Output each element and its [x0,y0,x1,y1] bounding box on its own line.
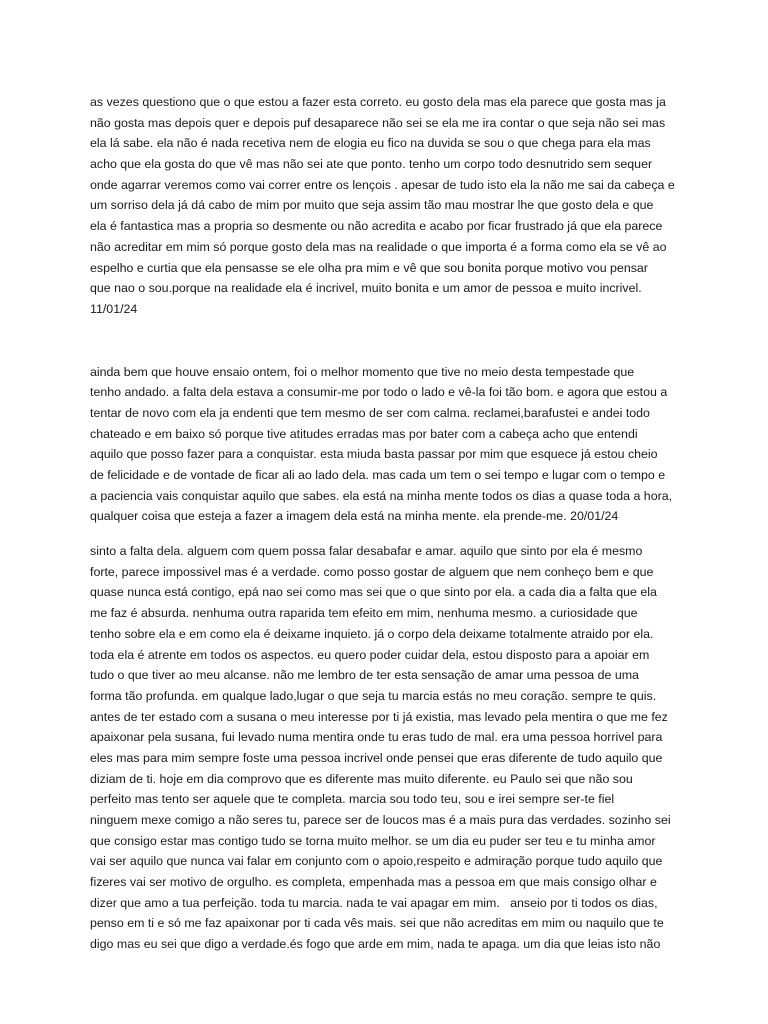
text-line: tentar de novo com ela ja endenti que tem mesmo de ser com calma. reclamei,barafustei e andei todo [90,405,650,420]
text-line: que consigo estar mas contigo tudo se torna muito melhor. se um dia eu puder ser teu e tu minha amor [90,833,656,848]
text-line: ninguem mexe comigo a não seres tu, parece ser de loucos mas é a mais pura das verdades. sozinho sei [90,813,671,827]
text-line: tenho sobre ela e em como ela é deixame inquieto. já o corpo dela deixame totalmente atraido por ela. [90,626,654,641]
text-line: não acreditar em mim só porque gosto dela mas na realidade o que importa é a forma como ela se vê ao [90,239,667,254]
text-line: espelho e curtia que ela pensasse se ele olha pra mim e vê que sou bonita porque motivo vou pensar [90,260,648,275]
text-line: apaixonar pela susana, fui levado numa mentira onde tu eras tudo de mal. era uma pessoa horrivel para [90,730,663,745]
text-line: digo mas eu sei que digo a verdade.és fogo que arde em mim, nada te apaga. um dia que leias isto não [90,937,661,952]
text-line: onde agarrar veremos como vai correr entre os lençois . apesar de tudo isto ela la não me sai da cabeça e [90,177,675,192]
text-line: dizer que amo a tua perfeição. toda tu marcia. nada te vai apagar em mim. anseio por ti todos os dias, [90,895,658,910]
text-line: tudo o que tiver ao meu alcanse. não me lembro de ter esta sensação de amar uma pessoa de uma [90,668,639,683]
text-line: forte, parece impossivel mas é a verdade. como posso gostar de alguem que nem conheço bem e que [90,564,654,579]
text-line: eles mas para mim sempre foste uma pessoa incrivel onde pensei que eras diferente de tudo aquilo que [90,750,663,765]
text-line: 11/01/24 [90,301,138,316]
text-line: de felicidade e de vontade de ficar ali ao lado dela. mas cada um tem o sei tempo e lugar com o tempo e [90,468,666,482]
text-line: ela lá sabe. ela não é nada recetiva nem de elogia eu fico na duvida se sou o que chega para ela mas [90,136,651,151]
document-page [90,92,690,955]
text-line: sinto a falta dela. alguem com quem possa falar desabafar e amar. aquilo que sinto por ela é mesmo [90,544,643,559]
text-line: a paciencia vais conquistar aquilo que sabes. ela está na minha mente todos os dias a quase toda a hora, [90,488,673,503]
text-line: qualquer coisa que esteja a fazer a imagem dela está na minha mente. ela prende-me. 20/01/24 [90,509,619,524]
text-line: chateado e em baixo só porque tive atitudes erradas mas por bater com a cabeça acho que entendi [90,426,638,441]
text-line: fizeres vai ser motivo de orgulho. es completa, empenhada mas a pessoa em que mais consigo olhar e [90,875,657,890]
text-line: antes de ter estado com a susana o meu interesse por ti já existia, mas levado pela mentira o que me fez [90,709,668,724]
text-line: me faz é absurda. nenhuma outra raparida tem efeito em mim, nenhuma mesmo. a curiosidade que [90,606,638,621]
text-line: toda ela é atrente em todos os aspectos. eu quero poder cuidar dela, estou disposto para a apoiar em [90,647,650,662]
text-line: ainda bem que houve ensaio ontem, foi o melhor momento que tive no meio desta tempestade que [90,364,635,379]
text-line: perfeito mas tento ser aquele que te completa. marcia sou todo teu, sou e irei sempre ser-te fiel [90,792,615,807]
text-line: quase nunca está contigo, epá nao sei como mas sei que o que sinto por ela. a cada dia a falta que ela [90,585,657,600]
text-line: as vezes questiono que o que estou a fazer esta correto. eu gosto dela mas ela parece que gosta mas ja [90,95,666,109]
text-line: não gosta mas depois quer e depois puf desaparece não sei se ela me ira contar o que seja não sei mas [90,115,666,130]
text-line: aquilo que posso fazer para a conquistar. esta miuda basta passar por mim que esquece já estou cheio [90,447,658,462]
text-line: um sorriso dela já dá cabo de mim por muito que seja assim tão mau mostrar lhe que gosto dela e que [90,198,654,213]
text-line: penso em ti e só me faz apaixonar por ti cada vês mais. sei que não acreditas em mim ou naquilo que te [90,916,664,931]
text-line: ela é fantastica mas a propria so desmente ou não acredita e acabo por ficar frustrado já que ela parece [90,219,663,234]
text-line: vai ser aquilo que nunca vai falar em conjunto com o apoio,respeito e admiração porque tudo aquilo que [90,854,663,869]
paragraph-2 [90,362,690,528]
text-line: que nao o sou.porque na realidade ela é incrivel, muito bonita e um amor de pessoa e muito incrivel. [90,281,642,296]
text-line: forma tão profunda. em qualque lado,lugar o que seja tu marcia estás no meu coração. sempre te quis. [90,688,657,703]
paragraph-3 [90,541,690,955]
paragraph-1 [90,92,690,320]
text-line: acho que ela gosta do que vê mas não sei ate que ponto. tenho um corpo todo desnutrido sem sequer [90,157,653,172]
text-line: tenho andado. a falta dela estava a consumir-me por todo o lado e vê-la foi tão bom. e agora que estou a [90,385,668,400]
text-line: diziam de ti. hoje em dia comprovo que es diferente mas muito diferente. eu Paulo sei que não sou [90,771,633,786]
